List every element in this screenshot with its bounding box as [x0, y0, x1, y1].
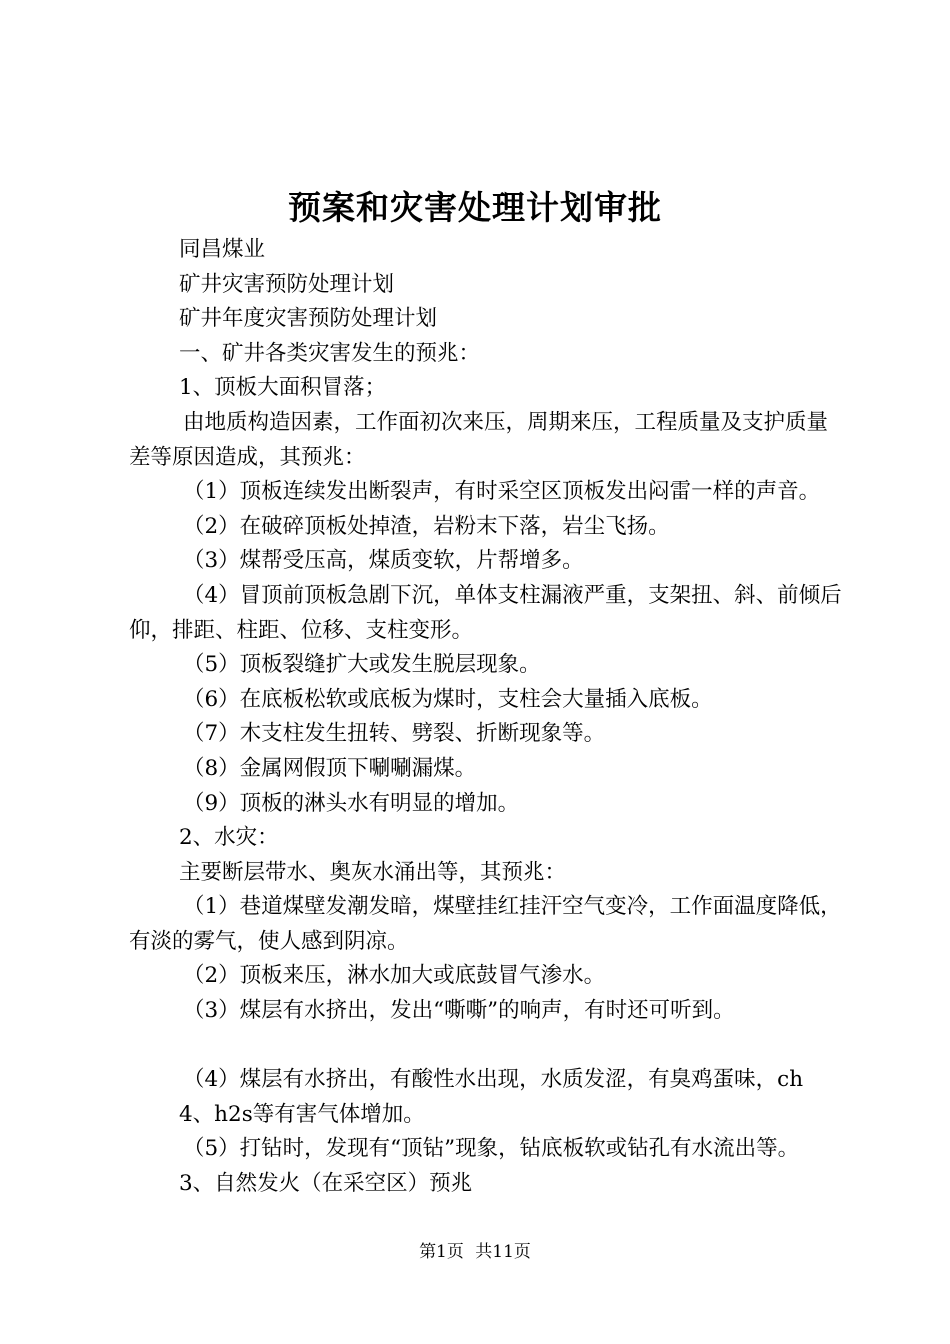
- list-item-roof-9: （9）顶板的淋头水有明显的增加。: [183, 790, 520, 816]
- list-item-flood-4: （4）煤层有水挤出，有酸性水出现，水质发涩，有臭鸡蛋味，ch: [183, 1067, 804, 1093]
- blank-line: [129, 1029, 849, 1064]
- page-footer: [0, 1240, 950, 1264]
- page-total: 共11页: [475, 1242, 531, 1262]
- list-item-flood-2: （2）顶板来压，淋水加大或底鼓冒气渗水。: [183, 963, 606, 989]
- subsection-heading-fire: 3、自然发火（在采空区）预兆: [179, 1171, 473, 1197]
- list-item-roof-3: （3）煤帮受压高，煤质变软，片帮增多。: [183, 548, 584, 574]
- paragraph-flood-gas: 4、h2s等有害气体增加。: [179, 1101, 425, 1127]
- list-item-flood-5: （5）打钻时，发现有“顶钻”现象，钻底板软或钻孔有水流出等。: [183, 1136, 800, 1162]
- document-title: 预案和灾害处理计划审批: [288, 188, 662, 227]
- paragraph-company: 同昌煤业: [179, 237, 266, 262]
- paragraph-plan: 矿井灾害预防处理计划: [179, 271, 395, 297]
- section-heading-1: 一、矿井各类灾害发生的预兆：: [179, 340, 481, 366]
- list-item-roof-7: （7）木支柱发生扭转、劈裂、折断现象等。: [183, 721, 606, 747]
- list-item-roof-1: （1）顶板连续发出断裂声，有时采空区顶板发出闷雷一样的声音。: [183, 479, 821, 505]
- list-item-roof-6: （6）在底板松软或底板为煤时，支柱会大量插入底板。: [183, 686, 713, 712]
- list-item-flood-1: （1）巷道煤壁发潮发暗，煤壁挂红挂汗空气变冷，工作面温度降低，有淡的雾气，使人感到阴凉。: [129, 894, 842, 954]
- list-item-flood-3: （3）煤层有水挤出，发出“嘶嘶”的响声，有时还可听到。: [183, 998, 735, 1024]
- list-item-roof-8: （8）金属网假顶下唰唰漏煤。: [183, 755, 477, 781]
- subsection-heading-flood: 2、水灾：: [179, 825, 279, 851]
- document-body: [129, 233, 849, 1202]
- paragraph-roof-cause: 由地质构造因素，工作面初次来压，周期来压，工程质量及支护质量差等原因造成，其预兆：: [129, 409, 829, 470]
- list-item-roof-5: （5）顶板裂缝扩大或发生脱层现象。: [183, 652, 541, 678]
- list-item-roof-4: （4）冒顶前顶板急剧下沉，单体支柱漏液严重，支架扭、斜、前倾后仰，排距、柱距、位移、支柱变形。: [129, 582, 842, 643]
- paragraph-annual-plan: 矿井年度灾害预防处理计划: [179, 306, 438, 332]
- page-number: 第1页: [419, 1242, 464, 1262]
- subsection-heading-roof: 1、顶板大面积冒落；: [179, 375, 387, 401]
- list-item-roof-2: （2）在破碎顶板处掉渣，岩粉末下落，岩尘飞扬。: [183, 513, 670, 539]
- paragraph-flood-cause: 主要断层带水、奥灰水涌出等，其预兆：: [179, 859, 567, 885]
